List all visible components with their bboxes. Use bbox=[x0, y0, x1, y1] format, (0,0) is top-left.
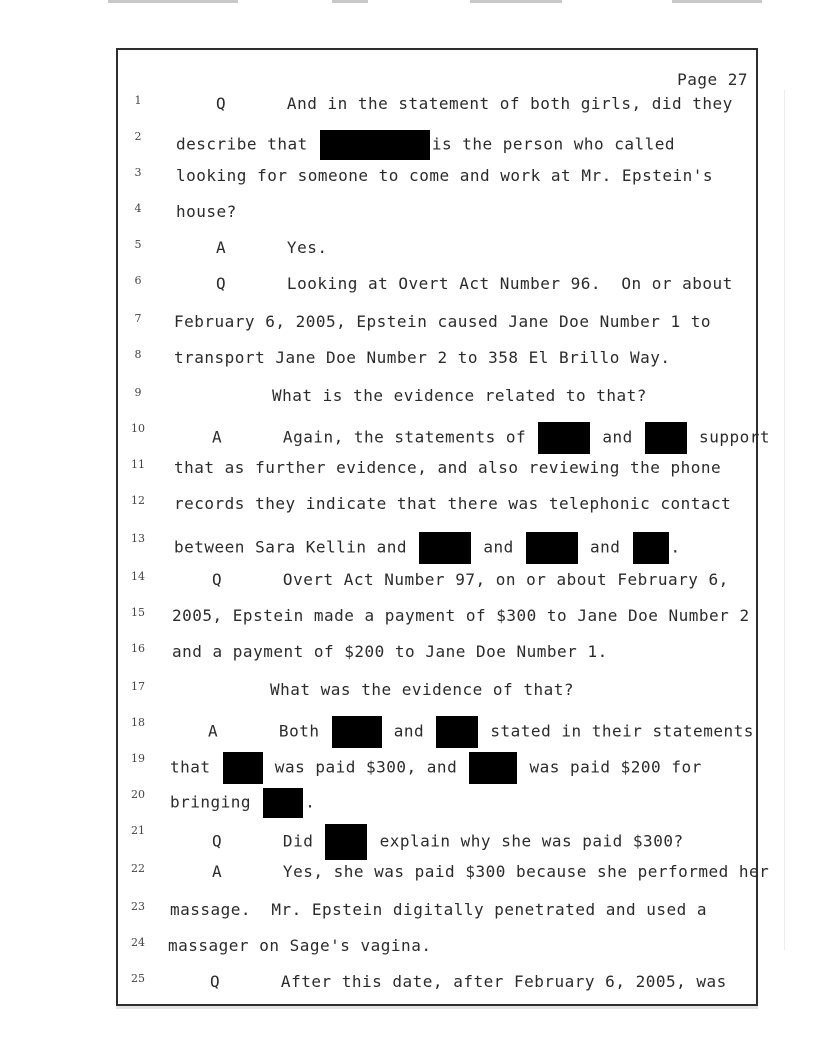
text-segment: . bbox=[670, 537, 681, 557]
transcript-line bbox=[118, 130, 756, 166]
text-segment: explain why she was paid $300? bbox=[369, 831, 684, 851]
line-text bbox=[176, 202, 237, 222]
text-segment: What is the evidence related to that? bbox=[272, 386, 647, 405]
text-segment: and bbox=[579, 537, 631, 557]
text-segment: massage. Mr. Epstein digitally penetrated and used a bbox=[170, 900, 708, 919]
text-segment: transport Jane Doe Number 2 to 358 El Brillo Way. bbox=[174, 348, 671, 367]
line-text bbox=[170, 752, 702, 784]
transcript-line bbox=[118, 716, 756, 752]
transcript-line bbox=[118, 900, 756, 936]
redaction-block bbox=[223, 752, 263, 784]
redaction-block bbox=[332, 716, 382, 748]
text-segment: between Sara Kellin and bbox=[174, 537, 418, 557]
redaction-block bbox=[538, 422, 590, 454]
transcript-line bbox=[118, 238, 756, 274]
line-text bbox=[216, 274, 733, 294]
text-segment: is the person who called bbox=[431, 134, 686, 154]
transcript-line bbox=[118, 166, 756, 202]
page-number: Page 27 bbox=[677, 70, 748, 89]
line-number: 14 bbox=[131, 570, 145, 583]
line-number: 22 bbox=[131, 862, 145, 875]
transcript-line bbox=[118, 824, 756, 860]
line-number: 10 bbox=[131, 422, 145, 435]
text-segment: massager on Sage's vagina. bbox=[168, 936, 432, 955]
line-number: 17 bbox=[131, 680, 145, 693]
text-segment: Q Did bbox=[212, 831, 324, 851]
redaction-block bbox=[633, 532, 669, 564]
line-text bbox=[212, 862, 769, 882]
line-number: 1 bbox=[134, 94, 142, 107]
text-segment: that as further evidence, and also reviewing the phone bbox=[174, 458, 722, 477]
text-segment: records they indicate that there was telephonic contact bbox=[174, 494, 732, 513]
line-text bbox=[174, 458, 721, 478]
line-number: 20 bbox=[131, 788, 145, 801]
line-number: 6 bbox=[134, 274, 142, 287]
line-number: 8 bbox=[134, 348, 142, 361]
line-number: 3 bbox=[134, 166, 142, 179]
text-segment: was paid $200 for bbox=[519, 757, 702, 777]
line-text bbox=[170, 788, 315, 818]
text-segment: support bbox=[688, 427, 770, 447]
redaction-block bbox=[263, 788, 303, 818]
text-segment: What was the evidence of that? bbox=[270, 680, 574, 699]
transcript-line bbox=[118, 274, 756, 310]
page-bottom-shadow bbox=[116, 1006, 758, 1009]
redaction-block bbox=[436, 716, 478, 748]
redaction-block bbox=[469, 752, 517, 784]
line-text bbox=[272, 386, 647, 406]
text-segment: looking for someone to come and work at Mr. Epstein's bbox=[176, 166, 714, 185]
text-segment: A Both bbox=[208, 721, 330, 741]
line-number: 19 bbox=[131, 752, 145, 765]
text-segment: 2005, Epstein made a payment of $300 to Jane Doe Number 2 bbox=[172, 606, 750, 625]
line-number: 12 bbox=[131, 494, 145, 507]
transcript-line bbox=[118, 458, 756, 494]
text-segment: Q After this date, after February 6, 2005, was bbox=[210, 972, 727, 991]
transcript-line bbox=[118, 936, 756, 972]
text-segment: was paid $300, and bbox=[264, 757, 468, 777]
line-text bbox=[176, 166, 713, 186]
line-text bbox=[174, 348, 671, 368]
transcript-line bbox=[118, 94, 756, 130]
transcript-line bbox=[118, 494, 756, 530]
scan-margin-shadow bbox=[784, 90, 785, 950]
text-segment: February 6, 2005, Epstein caused Jane Doe Number 1 to bbox=[174, 312, 712, 331]
line-text bbox=[168, 936, 431, 956]
text-segment: . bbox=[305, 792, 316, 812]
line-number: 2 bbox=[134, 130, 142, 143]
transcript-line bbox=[118, 606, 756, 642]
text-segment: and bbox=[592, 427, 643, 447]
redaction-block bbox=[419, 532, 471, 564]
line-number: 11 bbox=[131, 458, 145, 471]
text-segment: and a payment of $200 to Jane Doe Number 1. bbox=[172, 642, 608, 661]
line-number: 15 bbox=[131, 606, 145, 619]
line-text bbox=[172, 606, 750, 626]
line-text bbox=[216, 238, 327, 258]
line-text bbox=[212, 824, 684, 860]
line-text bbox=[212, 570, 729, 590]
line-text bbox=[270, 680, 574, 700]
line-number: 25 bbox=[131, 972, 145, 985]
line-text bbox=[210, 972, 727, 992]
line-number: 18 bbox=[131, 716, 145, 729]
text-segment: house? bbox=[176, 202, 237, 221]
line-number: 9 bbox=[134, 386, 142, 399]
text-segment: Q Overt Act Number 97, on or about February 6, bbox=[212, 570, 729, 589]
redaction-block bbox=[320, 130, 430, 160]
redaction-block bbox=[325, 824, 367, 860]
transcript-line bbox=[118, 972, 756, 1008]
line-text bbox=[174, 312, 711, 332]
text-segment: bringing bbox=[170, 792, 262, 812]
line-number: 7 bbox=[134, 312, 142, 325]
line-number: 4 bbox=[134, 202, 142, 215]
text-segment: stated in their statements bbox=[480, 721, 754, 741]
line-text bbox=[174, 494, 731, 514]
line-number: 5 bbox=[134, 238, 142, 251]
line-text bbox=[216, 94, 733, 114]
text-segment: Q And in the statement of both girls, did they bbox=[216, 94, 733, 113]
line-text bbox=[172, 642, 608, 662]
transcript-line bbox=[118, 312, 756, 348]
transcript-page bbox=[116, 48, 770, 1006]
line-number: 24 bbox=[131, 936, 145, 949]
redaction-block bbox=[645, 422, 687, 454]
text-segment: Q Looking at Overt Act Number 96. On or about bbox=[216, 274, 733, 293]
line-number: 13 bbox=[131, 532, 145, 545]
transcript-line bbox=[118, 642, 756, 678]
line-text bbox=[208, 716, 754, 748]
text-segment: and bbox=[473, 537, 524, 557]
transcript-line bbox=[118, 348, 756, 384]
text-segment: A Yes. bbox=[216, 238, 328, 257]
transcript-line bbox=[118, 862, 770, 898]
transcript-line bbox=[118, 532, 756, 568]
text-segment: that bbox=[170, 757, 221, 777]
transcript-line bbox=[118, 422, 770, 458]
transcript-line bbox=[118, 752, 756, 788]
text-segment: describe that bbox=[176, 134, 318, 154]
line-number: 16 bbox=[131, 642, 145, 655]
line-number: 23 bbox=[131, 900, 145, 913]
line-text bbox=[212, 422, 770, 454]
line-text bbox=[170, 900, 707, 920]
scan-edge-artifact bbox=[0, 0, 818, 6]
transcript-line bbox=[118, 788, 756, 824]
transcript-line bbox=[118, 570, 756, 606]
line-text bbox=[176, 130, 685, 160]
transcript-line bbox=[118, 680, 756, 716]
line-number: 21 bbox=[131, 824, 145, 837]
text-segment: A Yes, she was paid $300 because she performed her bbox=[212, 862, 770, 881]
text-segment: A Again, the statements of bbox=[212, 427, 537, 447]
line-text bbox=[174, 532, 681, 564]
transcript-line bbox=[118, 202, 756, 238]
redaction-block bbox=[526, 532, 578, 564]
text-segment: and bbox=[383, 721, 435, 741]
transcript-line bbox=[118, 386, 756, 422]
